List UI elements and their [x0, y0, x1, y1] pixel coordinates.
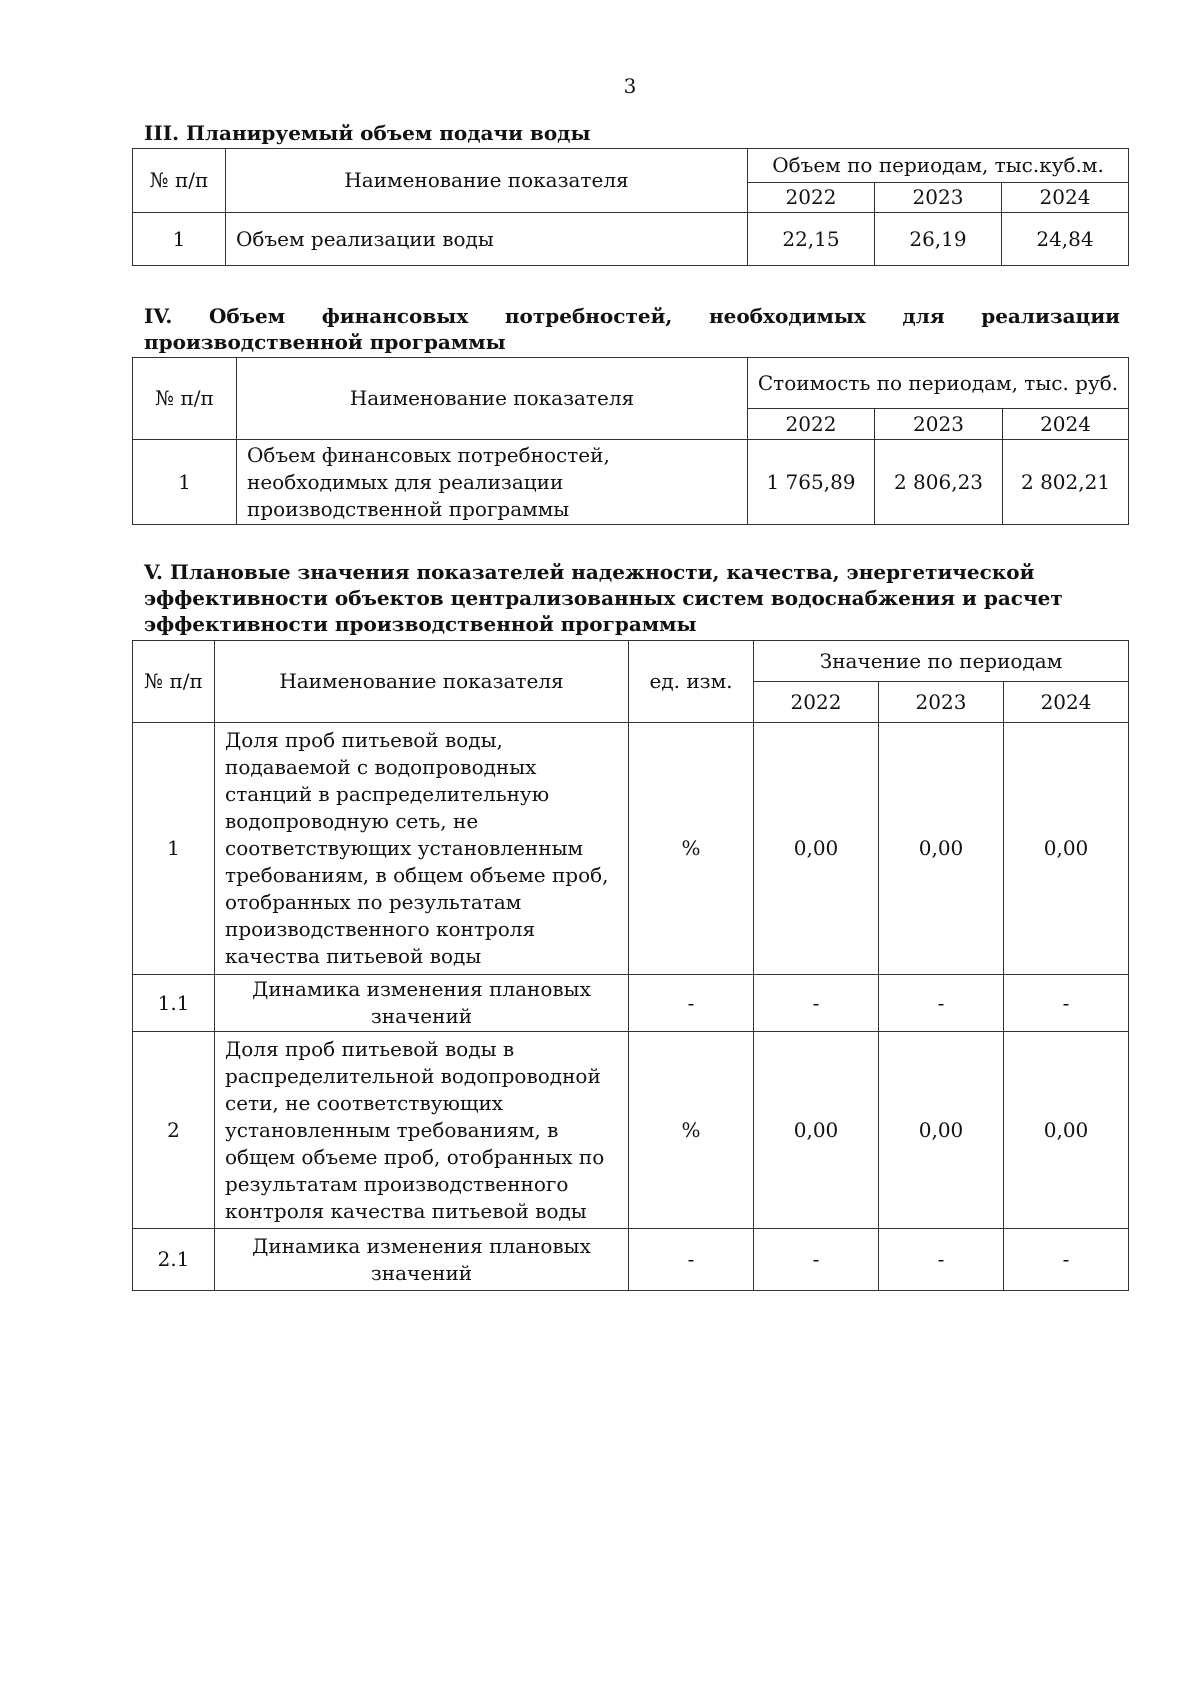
header-year: 2023	[875, 183, 1002, 213]
row-num: 1	[133, 440, 237, 525]
row-value: 24,84	[1002, 213, 1129, 266]
table-row	[133, 1229, 1129, 1291]
header-unit: ед. изм.	[629, 641, 754, 723]
row-num: 2	[133, 1032, 215, 1229]
section-5-title: V. Плановые значения показателей надежности, качества, энергетической эффективности объектов централизованных систем водоснабжения и расчет эффективности производственной программы	[144, 560, 1063, 636]
header-name: Наименование показателя	[237, 358, 748, 440]
row-unit: -	[629, 975, 754, 1032]
row-name: Доля проб питьевой воды, подаваемой с водопроводных станций в распределительную водопроводную сеть, не соответствующих установленным требованиям, в общем объеме проб, отобранных по результатам производственного контроля качества питьевой воды	[215, 723, 629, 975]
row-value: 26,19	[875, 213, 1002, 266]
header-num: № п/п	[133, 149, 226, 213]
header-num: № п/п	[133, 358, 237, 440]
section-3-title: III. Планируемый объем подачи воды	[144, 121, 591, 145]
row-value: -	[1004, 1229, 1129, 1291]
header-year: 2024	[1004, 682, 1129, 723]
row-value: -	[879, 1229, 1004, 1291]
row-value: -	[754, 975, 879, 1032]
row-value: 0,00	[879, 723, 1004, 975]
header-periods: Значение по периодам	[754, 641, 1129, 682]
row-value: 22,15	[748, 213, 875, 266]
row-value: -	[754, 1229, 879, 1291]
row-value: 2 802,21	[1003, 440, 1129, 525]
row-unit: %	[629, 1032, 754, 1229]
row-num: 1	[133, 213, 226, 266]
header-year: 2022	[754, 682, 879, 723]
header-name: Наименование показателя	[226, 149, 748, 213]
row-unit: %	[629, 723, 754, 975]
row-name: Объем реализации воды	[226, 213, 748, 266]
header-year: 2024	[1003, 409, 1129, 440]
row-num: 1	[133, 723, 215, 975]
header-year: 2023	[875, 409, 1003, 440]
row-name: Динамика изменения плановых значений	[215, 1229, 629, 1291]
row-value: 0,00	[879, 1032, 1004, 1229]
row-value: -	[1004, 975, 1129, 1032]
row-value: 0,00	[1004, 1032, 1129, 1229]
header-year: 2022	[748, 409, 875, 440]
row-name: Объем финансовых потребностей, необходимых для реализации производственной программы	[237, 440, 748, 525]
header-num: № п/п	[133, 641, 215, 723]
row-value: 1 765,89	[748, 440, 875, 525]
header-year: 2022	[748, 183, 875, 213]
financial-needs-table	[132, 357, 1129, 525]
row-name: Доля проб питьевой воды в распределительной водопроводной сети, не соответствующих установленным требованиям, в общем объеме проб, отобранных по результатам производственного контроля качества питьевой воды	[215, 1032, 629, 1229]
header-periods: Объем по периодам, тыс.куб.м.	[748, 149, 1129, 183]
row-value: 0,00	[1004, 723, 1129, 975]
table-row	[133, 213, 1129, 266]
row-num: 2.1	[133, 1229, 215, 1291]
header-periods: Стоимость по периодам, тыс. руб.	[748, 358, 1129, 409]
header-year: 2023	[879, 682, 1004, 723]
section-4-title: IV. Объем финансовых потребностей, необходимых для реализации производственной программы	[144, 304, 1120, 354]
water-volume-table	[132, 148, 1129, 266]
row-value: -	[879, 975, 1004, 1032]
header-year: 2024	[1002, 183, 1129, 213]
row-name: Динамика изменения плановых значений	[215, 975, 629, 1032]
row-num: 1.1	[133, 975, 215, 1032]
table-row	[133, 723, 1129, 975]
header-name: Наименование показателя	[215, 641, 629, 723]
row-value: 0,00	[754, 723, 879, 975]
row-value: 2 806,23	[875, 440, 1003, 525]
table-row	[133, 975, 1129, 1032]
row-value: 0,00	[754, 1032, 879, 1229]
table-row	[133, 1032, 1129, 1229]
page-number: 3	[623, 74, 637, 98]
indicators-table	[132, 640, 1129, 1291]
row-unit: -	[629, 1229, 754, 1291]
table-row	[133, 440, 1129, 525]
